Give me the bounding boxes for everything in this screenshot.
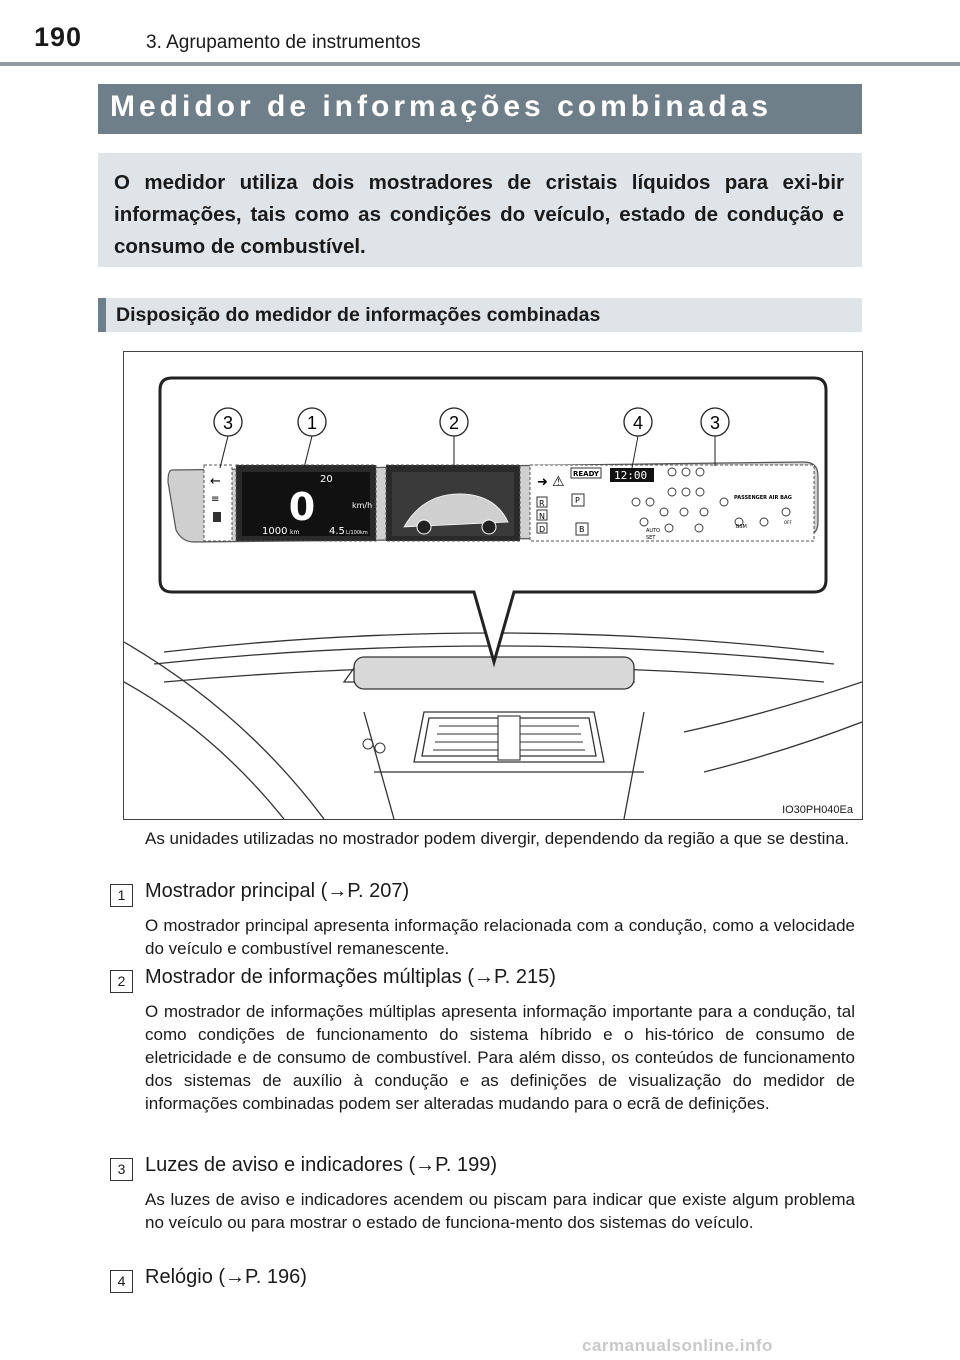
clock-readout: 12:00	[614, 469, 648, 482]
page-header	[0, 0, 960, 62]
subsection-accent	[98, 298, 106, 332]
page-number: 190	[34, 22, 83, 52]
cluster-illustration	[124, 352, 862, 819]
passenger-airbag-label: PASSENGER AIR BAG	[734, 495, 792, 501]
speed-unit: km/h	[352, 501, 373, 510]
item-description: O mostrador principal apresenta informação relacionada com a condução, como a velocidade do veículo e combustível remanescente.	[145, 916, 855, 958]
odometer-unit: km	[290, 529, 300, 536]
item-number: 4	[110, 1270, 133, 1293]
units-note: As unidades utilizadas no mostrador podem divergir, dependendo da região a que se destina.	[145, 829, 850, 848]
intro-box	[98, 153, 862, 267]
callout-number: 3	[222, 413, 234, 433]
watermark: carmanualsonline.info	[582, 1336, 773, 1355]
b-mode-indicator: B	[579, 525, 585, 534]
gear-r: R	[539, 499, 545, 508]
callout-number: 4	[632, 413, 644, 433]
callout-number: 3	[709, 413, 721, 433]
page-title: Medidor de informações combinadas	[110, 90, 773, 123]
item-number: 3	[110, 1158, 133, 1181]
section-title-bar	[98, 84, 862, 134]
callout-number: 1	[306, 413, 318, 433]
gear-d: D	[539, 525, 546, 534]
bsm-label: BSM	[736, 524, 747, 530]
auto-label: AUTO	[646, 528, 661, 534]
svg-text:➜: ➜	[537, 475, 548, 490]
figure-code: IO30PH040Ea	[779, 804, 856, 816]
svg-text:⚠: ⚠	[552, 474, 565, 490]
item-heading: Mostrador principal (→P. 207)	[145, 880, 410, 902]
item-number: 2	[110, 970, 133, 993]
svg-text:←: ←	[210, 474, 221, 489]
park-indicator: P	[575, 496, 580, 505]
svg-text:≡: ≡	[211, 494, 220, 505]
ready-indicator: READY	[573, 470, 599, 478]
button-icon	[375, 743, 385, 753]
item-heading: Relógio (→P. 196)	[145, 1266, 307, 1288]
consumption-unit: L/100km	[346, 530, 368, 536]
gear-n: N	[539, 512, 545, 521]
item-number: 1	[110, 884, 133, 907]
consumption-readout: 4.5	[329, 526, 345, 537]
button-icon	[363, 739, 373, 749]
item-description: O mostrador de informações múltiplas apresenta informação importante para a condução, tal como condições de funcionamento do sistema híbrido e o his-tórico de consumo de eletricidade e de consumo de combustível. Para além disso, os conteúdos de funcionamento dos sistemas de auxílio à condução e as definições de visualização do medidor de informações combinadas podem ser alteradas mudando para o ecrã de definições.	[145, 1002, 855, 1113]
subsection-title: Disposição do medidor de informações combinadas	[116, 304, 601, 326]
speed-readout: 0	[288, 485, 316, 529]
set-label: SET	[646, 535, 656, 541]
chapter-title: 3. Agrupamento de instrumentos	[146, 32, 421, 53]
item-description: As luzes de aviso e indicadores acendem ou piscam para indicar que existe algum problema no veículo ou para mostrar o estado de funciona-mento dos sistemas do veículo.	[145, 1190, 855, 1232]
callout-number: 2	[448, 413, 460, 433]
off-label: OFF	[784, 520, 792, 525]
air-vent	[433, 716, 585, 760]
header-rule	[0, 62, 960, 66]
instrument-cluster-figure	[123, 351, 863, 820]
odometer-readout: 1000	[262, 526, 288, 537]
subsection-bar	[98, 298, 862, 332]
intro-text: O medidor utiliza dois mostradores de cristais líquidos para exi-bir informações, tais como as condições do veículo, estado de condução e consumo de combustível.	[114, 171, 844, 258]
item-heading: Luzes de aviso e indicadores (→P. 199)	[145, 1154, 498, 1176]
item-heading: Mostrador de informações múltiplas (→P. 215)	[145, 966, 556, 988]
range-top: 20	[320, 474, 333, 485]
